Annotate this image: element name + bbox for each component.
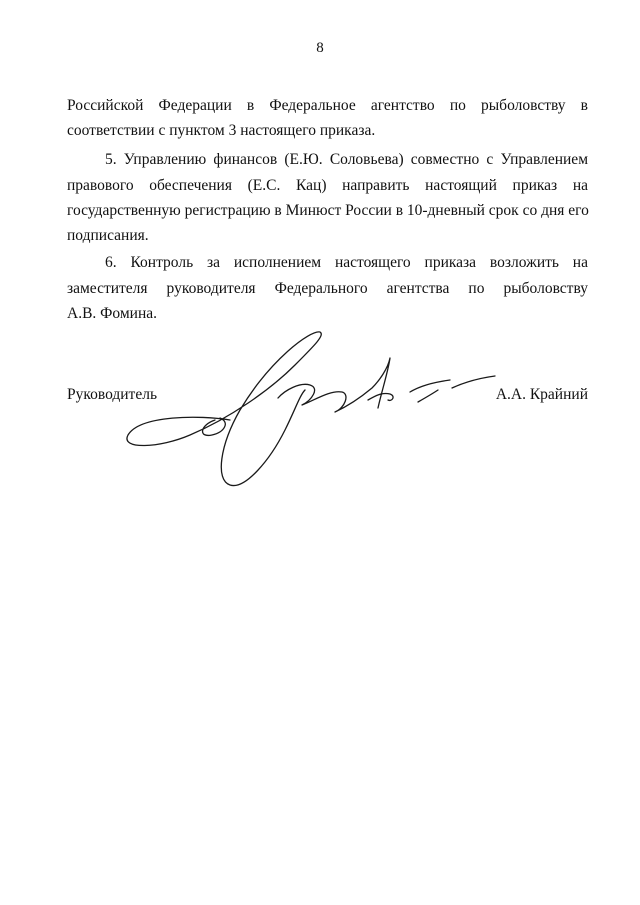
- paragraph-3-line-3: А.В. Фомина.: [67, 305, 158, 322]
- signature-stroke-loop: [127, 332, 321, 486]
- paragraph-3-line-1: 6. Контроль за исполнением настоящего приказа возложить на: [105, 254, 588, 271]
- paragraph-2-line-3: государственную регистрацию в Минюст России в 10-дневный срок со дня его: [67, 202, 589, 219]
- signature-stroke-dash-3: [452, 376, 495, 388]
- signatory-role: Руководитель: [67, 386, 158, 403]
- signature-stroke-dash-1: [410, 380, 450, 392]
- signature-stroke-dash-2: [418, 390, 438, 402]
- paragraph-1-line-2: соответствии с пунктом 3 настоящего приказа.: [67, 122, 376, 139]
- paragraph-1-line-1: Российской Федерации в Федеральное агентство по рыболовству в: [67, 97, 588, 114]
- paragraph-2-line-2: правового обеспечения (Е.С. Кац) направить настоящий приказ на: [67, 177, 588, 194]
- handwritten-signature: [120, 320, 500, 490]
- page-number: 8: [316, 40, 324, 56]
- paragraph-3-line-2: заместителя руководителя Федерального агентства по рыболовству: [67, 280, 588, 297]
- signatory-name: А.А. Крайний: [495, 386, 588, 403]
- paragraph-2-line-1: 5. Управлению финансов (Е.Ю. Соловьева) совместно с Управлением: [105, 151, 588, 168]
- signature-stroke-inner: [203, 418, 226, 435]
- paragraph-2-line-4: подписания.: [67, 227, 149, 244]
